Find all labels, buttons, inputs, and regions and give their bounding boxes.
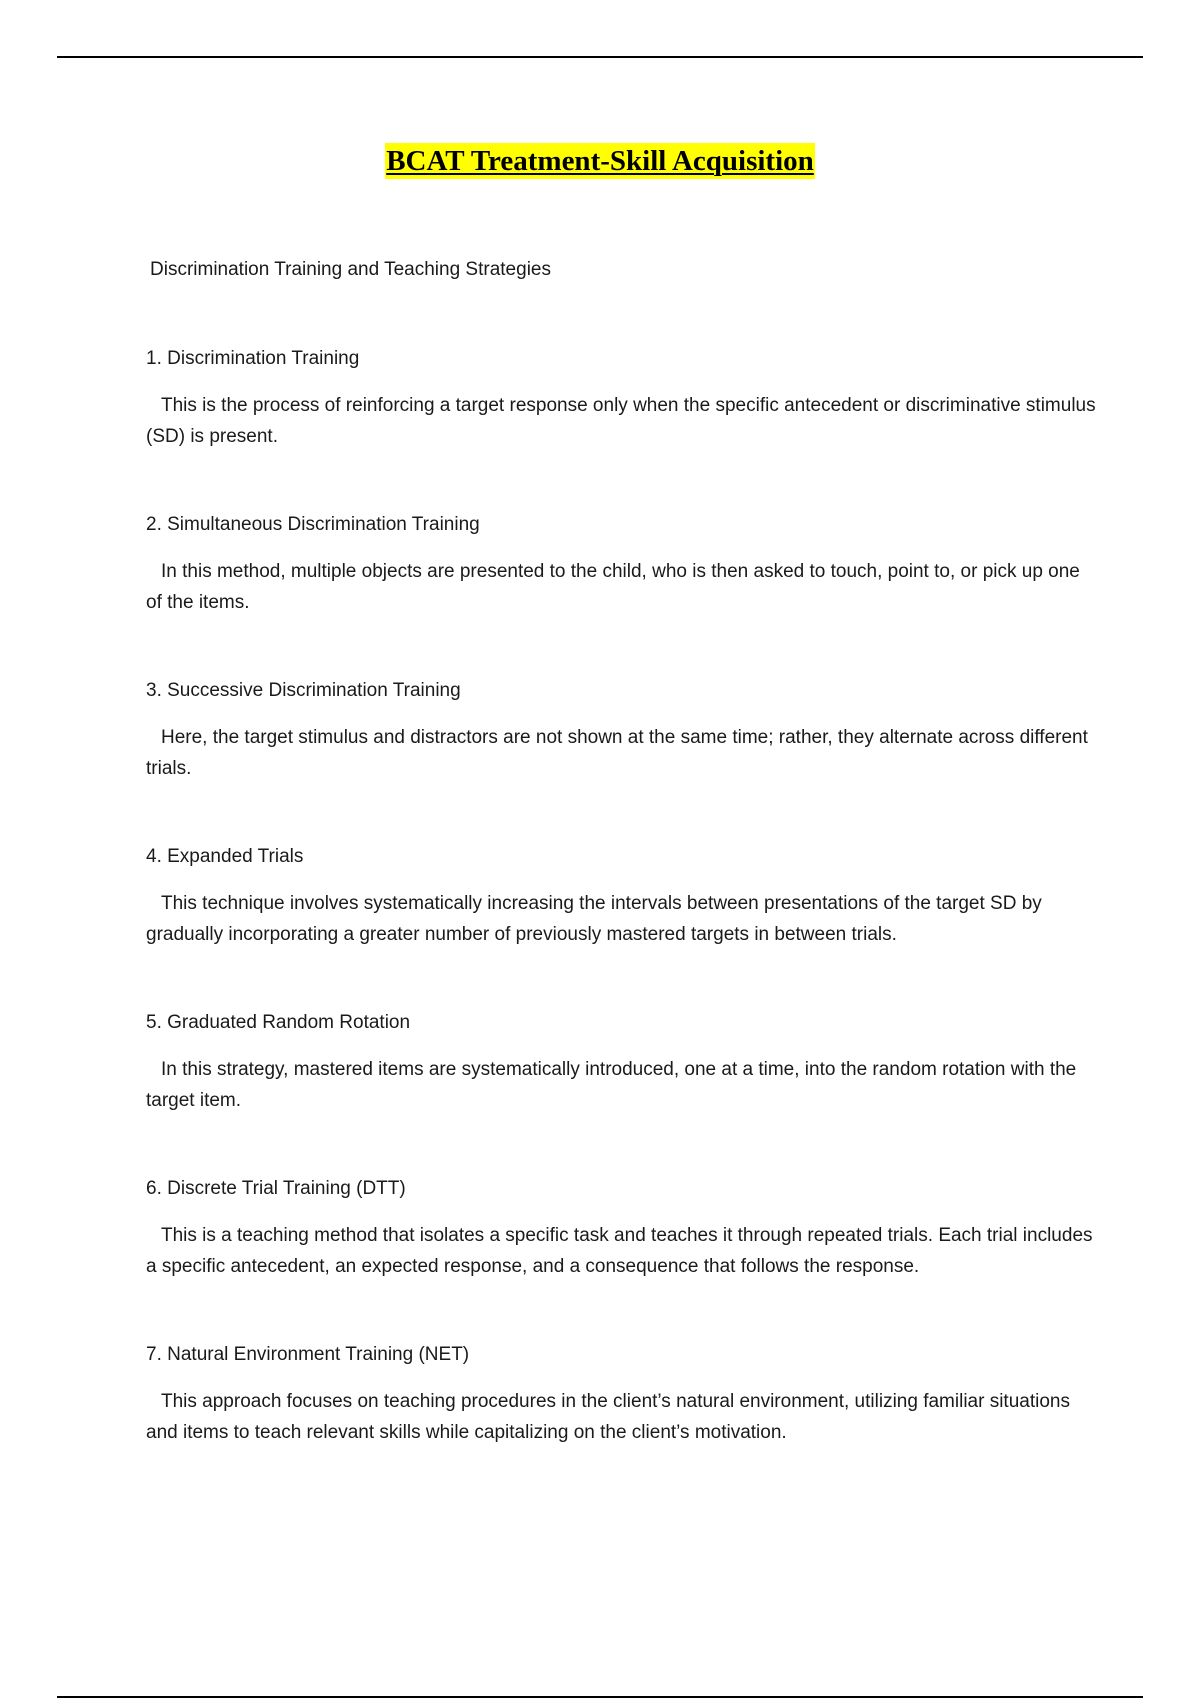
- section-body: In this method, multiple objects are presented to the child, who is then asked to touch, point to, or pick up one of the items.: [146, 561, 1080, 613]
- section-heading: 3. Successive Discrimination Training: [146, 680, 461, 701]
- section-graduated-random-rotation: [146, 1010, 1096, 1176]
- section-heading: 4. Expanded Trials: [146, 846, 304, 867]
- section-natural-environment-training: [146, 1342, 1096, 1508]
- document-title: BCAT Treatment-Skill Acquisition: [386, 145, 814, 177]
- section-body: This is the process of reinforcing a target response only when the specific antecedent or discriminative stimulus (SD) is present.: [146, 395, 1096, 447]
- section-heading: 5. Graduated Random Rotation: [146, 1012, 411, 1033]
- section-simultaneous-discrimination: [146, 512, 1096, 678]
- section-heading: 7. Natural Environment Training (NET): [146, 1344, 470, 1365]
- section-body: In this strategy, mastered items are systematically introduced, one at a time, into the random rotation with the target item.: [146, 1059, 1077, 1111]
- bottom-rule: [57, 1696, 1143, 1698]
- section-discrimination-training: [146, 346, 1096, 512]
- sections-list: [146, 346, 1096, 1508]
- title-container: [0, 143, 1200, 179]
- section-discrete-trial-training: [146, 1176, 1096, 1342]
- section-heading: 1. Discrimination Training: [146, 348, 360, 369]
- section-body: This approach focuses on teaching procedures in the client’s natural environment, utilizing familiar situations and items to teach relevant skills while capitalizing on the client’s motivation.: [146, 1391, 1070, 1443]
- section-expanded-trials: [146, 844, 1096, 1010]
- section-body: Here, the target stimulus and distractors are not shown at the same time; rather, they alternate across different trials.: [146, 727, 1088, 779]
- top-rule: [57, 56, 1143, 58]
- document-subtitle: Discrimination Training and Teaching Strategies: [150, 259, 551, 280]
- section-body: This is a teaching method that isolates a specific task and teaches it through repeated trials. Each trial includes a specific antecedent, an expected response, and a consequence that follows the response.: [146, 1225, 1093, 1277]
- section-successive-discrimination: [146, 678, 1096, 844]
- section-body: This technique involves systematically increasing the intervals between presentations of the target SD by gradually incorporating a greater number of previously mastered targets in between trials.: [146, 893, 1042, 945]
- section-heading: 6. Discrete Trial Training (DTT): [146, 1178, 406, 1199]
- section-heading: 2. Simultaneous Discrimination Training: [146, 514, 480, 535]
